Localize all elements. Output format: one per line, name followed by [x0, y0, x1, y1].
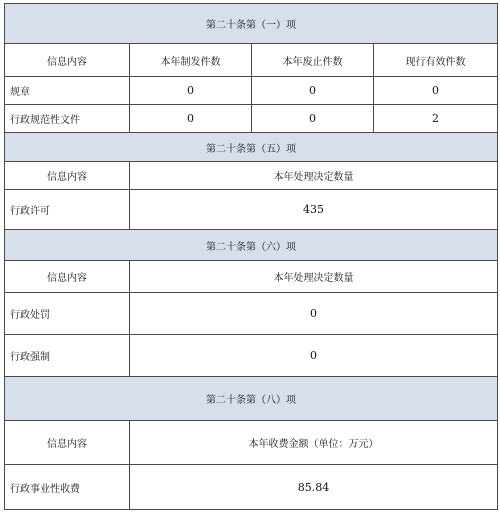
- header-row: [5, 162, 498, 190]
- header-issued: 本年制发件数: [130, 44, 252, 77]
- header-info-content: 信息内容: [5, 162, 130, 190]
- section1-title: 第二十条第（一）项: [5, 4, 498, 44]
- abolished-count: 0: [252, 77, 374, 105]
- section-title-row: [5, 230, 498, 261]
- issued-count: 0: [130, 77, 252, 105]
- header-row: [5, 44, 498, 77]
- row-label: 行政事业性收费: [5, 465, 130, 510]
- section-title-row: [5, 377, 498, 421]
- decision-count: 0: [130, 293, 498, 335]
- section-title-row: [5, 133, 498, 162]
- header-info-content: 信息内容: [5, 421, 130, 465]
- header-row: [5, 261, 498, 293]
- table-row: [5, 105, 498, 133]
- row-label: 行政强制: [5, 335, 130, 377]
- decision-count: 435: [130, 190, 498, 230]
- row-label: 行政规范性文件: [5, 105, 130, 133]
- section-title-row: [5, 4, 498, 44]
- header-decision-count: 本年处理决定数量: [130, 261, 498, 293]
- disclosure-table: [4, 3, 498, 510]
- header-row: [5, 421, 498, 465]
- decision-count: 0: [130, 335, 498, 377]
- header-abolished: 本年废止件数: [252, 44, 374, 77]
- header-info-content: 信息内容: [5, 261, 130, 293]
- table-row: [5, 77, 498, 105]
- header-valid: 现行有效件数: [374, 44, 498, 77]
- issued-count: 0: [130, 105, 252, 133]
- table-row: [5, 190, 498, 230]
- section4-title: 第二十条第（八）项: [5, 377, 498, 421]
- row-label: 行政许可: [5, 190, 130, 230]
- row-label: 行政处罚: [5, 293, 130, 335]
- header-decision-count: 本年处理决定数量: [130, 162, 498, 190]
- header-fee-amount: 本年收费金额（单位：万元）: [130, 421, 498, 465]
- valid-count: 0: [374, 77, 498, 105]
- header-info-content: 信息内容: [5, 44, 130, 77]
- fee-amount: 85.84: [130, 465, 498, 510]
- section3-title: 第二十条第（六）项: [5, 230, 498, 261]
- table-row: [5, 465, 498, 510]
- valid-count: 2: [374, 105, 498, 133]
- section2-title: 第二十条第（五）项: [5, 133, 498, 162]
- row-label: 规章: [5, 77, 130, 105]
- table-row: [5, 293, 498, 335]
- abolished-count: 0: [252, 105, 374, 133]
- table-row: [5, 335, 498, 377]
